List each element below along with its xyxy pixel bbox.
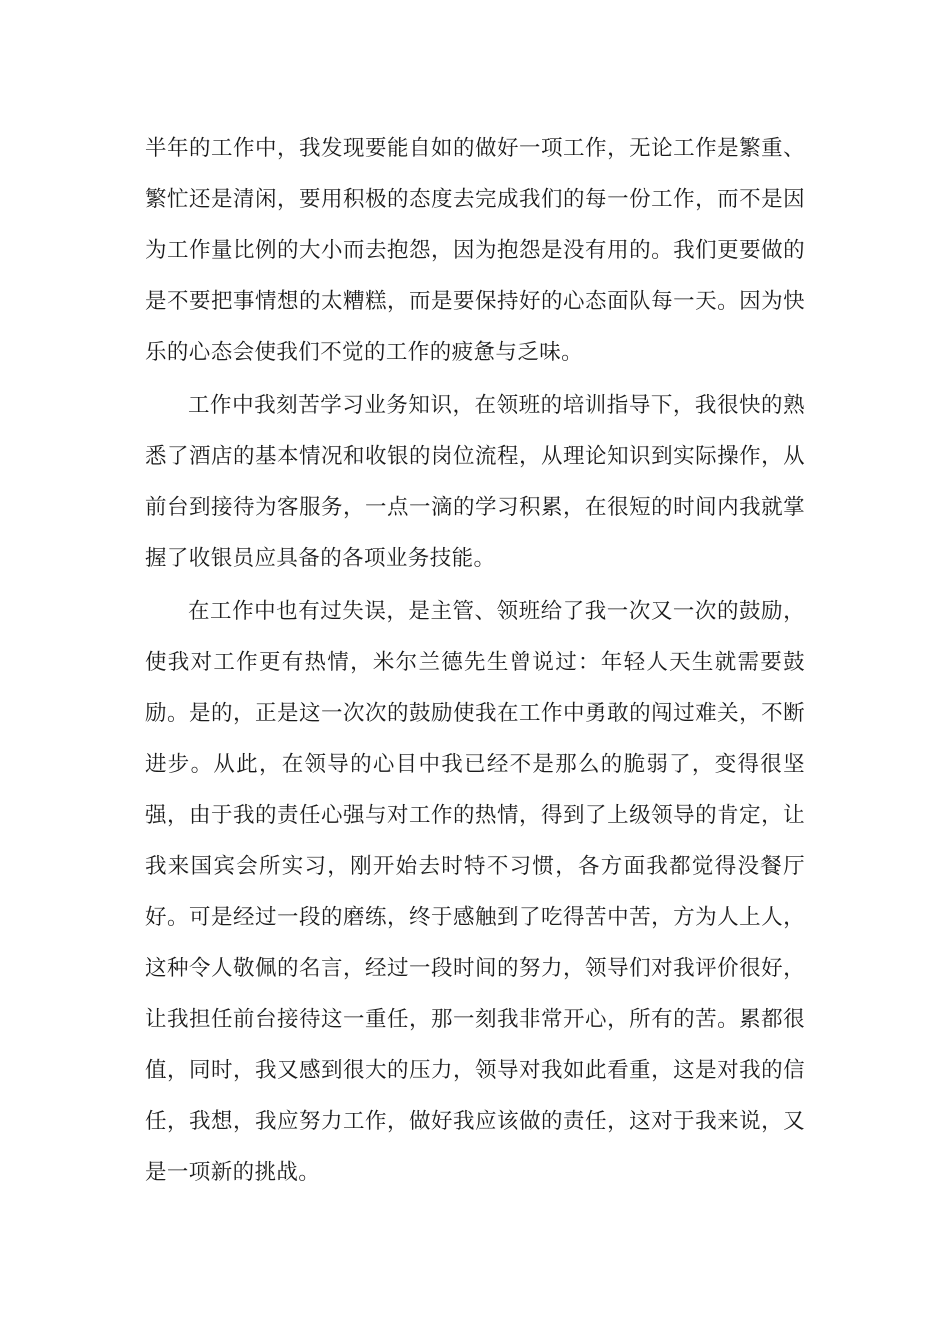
paragraph-3: 在工作中也有过失误，是主管、领班给了我一次又一次的鼓励，使我对工作更有热情，米尔兰德先生曾说过：年轻人天生就需要鼓励。是的，正是这一次次的鼓励使我在工作中勇敢的闯过难关，不断进步。从此，在领导的心目中我已经不是那么的脆弱了，变得很坚强，由于我的责任心强与对工作的热情，得到了上级领导的肯定，让我来国宾会所实习，刚开始去时特不习惯，各方面我都觉得没餐厅好。可是经过一段的磨练，终于感触到了吃得苦中苦，方为人上人，这种令人敬佩的名言，经过一段时间的努力，领导们对我评价很好，让我担任前台接待这一重任，那一刻我非常开心，所有的苦。累都很值，同时，我又感到很大的压力，领导对我如此看重，这是对我的信任，我想，我应努力工作，做好我应该做的责任，这对于我来说，又是一项新的挑战。 — [145, 599, 805, 1185]
paragraph-2: 工作中我刻苦学习业务知识，在领班的培训指导下，我很快的熟悉了酒店的基本情况和收银的岗位流程，从理论知识到实际操作，从前台到接待为客服务，一点一滴的学习积累，在很短的时间内我就掌握了收银员应具备的各项业务技能。 — [145, 393, 805, 571]
document-body — [145, 123, 805, 1200]
paragraph-1: 半年的工作中，我发现要能自如的做好一项工作，无论工作是繁重、繁忙还是清闲，要用积极的态度去完成我们的每一份工作，而不是因为工作量比例的大小而去抱怨，因为抱怨是没有用的。我们更要做的是不要把事情想的太糟糕，而是要保持好的心态面队每一天。因为快乐的心态会使我们不觉的工作的疲惫与乏味。 — [145, 136, 805, 365]
